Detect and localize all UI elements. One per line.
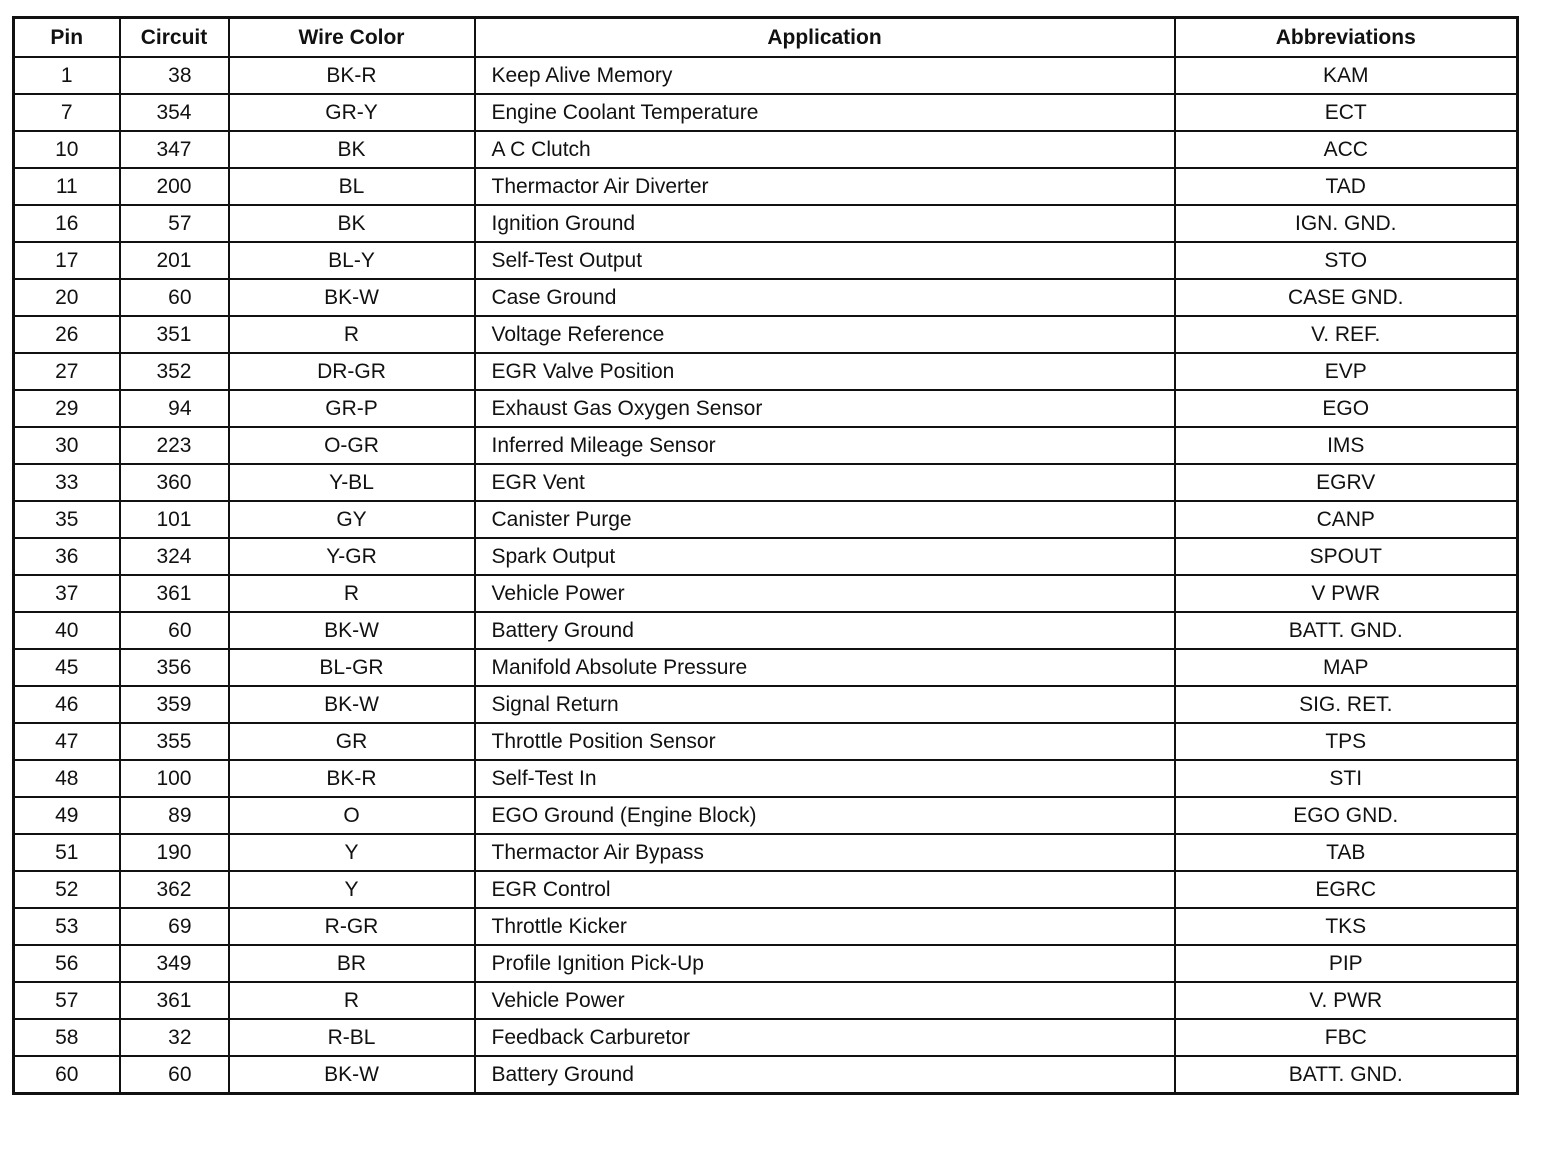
cell-pin: 53: [14, 908, 120, 945]
cell-application: Throttle Kicker: [475, 908, 1175, 945]
cell-pin: 45: [14, 649, 120, 686]
table-row: [14, 131, 1518, 168]
table-row: [14, 834, 1518, 871]
cell-abbreviation: TAD: [1175, 168, 1518, 205]
cell-wire-color: BL: [229, 168, 475, 205]
table-row: [14, 427, 1518, 464]
cell-abbreviation: STI: [1175, 760, 1518, 797]
cell-application: Case Ground: [475, 279, 1175, 316]
cell-application: Ignition Ground: [475, 205, 1175, 242]
cell-application: Thermactor Air Diverter: [475, 168, 1175, 205]
cell-pin: 16: [14, 205, 120, 242]
cell-circuit: 201: [120, 242, 229, 279]
cell-application: A C Clutch: [475, 131, 1175, 168]
cell-abbreviation: TPS: [1175, 723, 1518, 760]
cell-pin: 26: [14, 316, 120, 353]
cell-pin: 30: [14, 427, 120, 464]
cell-pin: 33: [14, 464, 120, 501]
cell-wire-color: Y: [229, 834, 475, 871]
cell-pin: 51: [14, 834, 120, 871]
cell-abbreviation: TKS: [1175, 908, 1518, 945]
cell-application: Keep Alive Memory: [475, 57, 1175, 94]
header-application: Application: [475, 18, 1175, 58]
cell-circuit: 94: [120, 390, 229, 427]
cell-wire-color: Y-BL: [229, 464, 475, 501]
cell-application: Vehicle Power: [475, 575, 1175, 612]
cell-pin: 10: [14, 131, 120, 168]
table-row: [14, 908, 1518, 945]
cell-abbreviation: V. REF.: [1175, 316, 1518, 353]
cell-pin: 7: [14, 94, 120, 131]
cell-circuit: 359: [120, 686, 229, 723]
table-row: [14, 686, 1518, 723]
table-row: [14, 205, 1518, 242]
cell-pin: 17: [14, 242, 120, 279]
cell-wire-color: BL-Y: [229, 242, 475, 279]
table-row: [14, 723, 1518, 760]
cell-application: Battery Ground: [475, 1056, 1175, 1094]
cell-circuit: 89: [120, 797, 229, 834]
cell-wire-color: Y-GR: [229, 538, 475, 575]
cell-wire-color: BL-GR: [229, 649, 475, 686]
cell-circuit: 351: [120, 316, 229, 353]
table-row: [14, 538, 1518, 575]
cell-wire-color: R-BL: [229, 1019, 475, 1056]
cell-wire-color: BK-W: [229, 686, 475, 723]
cell-abbreviation: FBC: [1175, 1019, 1518, 1056]
cell-abbreviation: IMS: [1175, 427, 1518, 464]
cell-abbreviation: PIP: [1175, 945, 1518, 982]
cell-circuit: 57: [120, 205, 229, 242]
cell-abbreviation: V PWR: [1175, 575, 1518, 612]
cell-circuit: 38: [120, 57, 229, 94]
cell-circuit: 200: [120, 168, 229, 205]
cell-abbreviation: V. PWR: [1175, 982, 1518, 1019]
cell-circuit: 355: [120, 723, 229, 760]
cell-application: Vehicle Power: [475, 982, 1175, 1019]
table-row: [14, 945, 1518, 982]
cell-abbreviation: BATT. GND.: [1175, 612, 1518, 649]
cell-pin: 11: [14, 168, 120, 205]
cell-wire-color: R: [229, 316, 475, 353]
cell-application: EGR Vent: [475, 464, 1175, 501]
table-row: [14, 353, 1518, 390]
cell-wire-color: R: [229, 575, 475, 612]
cell-application: EGO Ground (Engine Block): [475, 797, 1175, 834]
cell-circuit: 362: [120, 871, 229, 908]
cell-abbreviation: KAM: [1175, 57, 1518, 94]
table-row: [14, 316, 1518, 353]
cell-wire-color: BK-W: [229, 1056, 475, 1094]
cell-abbreviation: IGN. GND.: [1175, 205, 1518, 242]
cell-application: Voltage Reference: [475, 316, 1175, 353]
table-row: [14, 279, 1518, 316]
cell-wire-color: BK-W: [229, 279, 475, 316]
cell-circuit: 356: [120, 649, 229, 686]
cell-application: Engine Coolant Temperature: [475, 94, 1175, 131]
cell-wire-color: BK-R: [229, 57, 475, 94]
pin-table: [12, 16, 1519, 1095]
cell-circuit: 60: [120, 279, 229, 316]
cell-pin: 56: [14, 945, 120, 982]
cell-wire-color: BK: [229, 205, 475, 242]
cell-application: Manifold Absolute Pressure: [475, 649, 1175, 686]
cell-application: Thermactor Air Bypass: [475, 834, 1175, 871]
cell-circuit: 32: [120, 1019, 229, 1056]
cell-application: Self-Test In: [475, 760, 1175, 797]
cell-pin: 58: [14, 1019, 120, 1056]
cell-application: Spark Output: [475, 538, 1175, 575]
cell-pin: 27: [14, 353, 120, 390]
cell-wire-color: Y: [229, 871, 475, 908]
table-row: [14, 612, 1518, 649]
cell-circuit: 361: [120, 575, 229, 612]
cell-application: Canister Purge: [475, 501, 1175, 538]
table-row: [14, 1019, 1518, 1056]
cell-application: Exhaust Gas Oxygen Sensor: [475, 390, 1175, 427]
table-row: [14, 57, 1518, 94]
cell-abbreviation: EGRV: [1175, 464, 1518, 501]
cell-pin: 48: [14, 760, 120, 797]
cell-circuit: 69: [120, 908, 229, 945]
table-body: [14, 57, 1518, 1094]
table-row: [14, 390, 1518, 427]
cell-circuit: 347: [120, 131, 229, 168]
cell-wire-color: BK: [229, 131, 475, 168]
cell-pin: 29: [14, 390, 120, 427]
cell-application: Profile Ignition Pick-Up: [475, 945, 1175, 982]
cell-wire-color: GR: [229, 723, 475, 760]
table-row: [14, 242, 1518, 279]
cell-pin: 36: [14, 538, 120, 575]
cell-application: Feedback Carburetor: [475, 1019, 1175, 1056]
cell-abbreviation: SIG. RET.: [1175, 686, 1518, 723]
table-row: [14, 94, 1518, 131]
cell-pin: 46: [14, 686, 120, 723]
table-row: [14, 797, 1518, 834]
cell-pin: 35: [14, 501, 120, 538]
cell-application: EGR Control: [475, 871, 1175, 908]
cell-application: Battery Ground: [475, 612, 1175, 649]
cell-wire-color: O: [229, 797, 475, 834]
cell-abbreviation: EGO: [1175, 390, 1518, 427]
cell-circuit: 223: [120, 427, 229, 464]
cell-abbreviation: BATT. GND.: [1175, 1056, 1518, 1094]
cell-pin: 57: [14, 982, 120, 1019]
cell-abbreviation: EVP: [1175, 353, 1518, 390]
cell-wire-color: DR-GR: [229, 353, 475, 390]
cell-circuit: 60: [120, 612, 229, 649]
table-row: [14, 464, 1518, 501]
cell-pin: 47: [14, 723, 120, 760]
cell-wire-color: GR-Y: [229, 94, 475, 131]
cell-circuit: 190: [120, 834, 229, 871]
cell-abbreviation: STO: [1175, 242, 1518, 279]
cell-wire-color: GR-P: [229, 390, 475, 427]
table-row: [14, 871, 1518, 908]
table-row: [14, 501, 1518, 538]
cell-abbreviation: SPOUT: [1175, 538, 1518, 575]
cell-circuit: 352: [120, 353, 229, 390]
cell-pin: 37: [14, 575, 120, 612]
pin-table-container: [12, 16, 1516, 1095]
cell-circuit: 354: [120, 94, 229, 131]
table-header-row: [14, 18, 1518, 58]
cell-abbreviation: CASE GND.: [1175, 279, 1518, 316]
header-wire-color: Wire Color: [229, 18, 475, 58]
table-row: [14, 575, 1518, 612]
cell-wire-color: BK-R: [229, 760, 475, 797]
cell-circuit: 101: [120, 501, 229, 538]
header-circuit: Circuit: [120, 18, 229, 58]
header-pin: Pin: [14, 18, 120, 58]
cell-wire-color: R-GR: [229, 908, 475, 945]
cell-pin: 1: [14, 57, 120, 94]
cell-abbreviation: ECT: [1175, 94, 1518, 131]
cell-circuit: 324: [120, 538, 229, 575]
cell-circuit: 100: [120, 760, 229, 797]
cell-abbreviation: CANP: [1175, 501, 1518, 538]
cell-wire-color: O-GR: [229, 427, 475, 464]
header-abbreviations: Abbreviations: [1175, 18, 1518, 58]
cell-wire-color: R: [229, 982, 475, 1019]
cell-circuit: 349: [120, 945, 229, 982]
cell-abbreviation: EGRC: [1175, 871, 1518, 908]
table-row: [14, 168, 1518, 205]
cell-wire-color: BR: [229, 945, 475, 982]
table-row: [14, 982, 1518, 1019]
cell-wire-color: GY: [229, 501, 475, 538]
table-row: [14, 1056, 1518, 1094]
cell-circuit: 361: [120, 982, 229, 1019]
table-row: [14, 649, 1518, 686]
cell-pin: 40: [14, 612, 120, 649]
cell-abbreviation: ACC: [1175, 131, 1518, 168]
cell-pin: 49: [14, 797, 120, 834]
cell-circuit: 60: [120, 1056, 229, 1094]
cell-wire-color: BK-W: [229, 612, 475, 649]
cell-pin: 52: [14, 871, 120, 908]
cell-application: Inferred Mileage Sensor: [475, 427, 1175, 464]
cell-abbreviation: MAP: [1175, 649, 1518, 686]
cell-application: Signal Return: [475, 686, 1175, 723]
cell-application: EGR Valve Position: [475, 353, 1175, 390]
cell-pin: 20: [14, 279, 120, 316]
cell-application: Throttle Position Sensor: [475, 723, 1175, 760]
cell-pin: 60: [14, 1056, 120, 1094]
cell-application: Self-Test Output: [475, 242, 1175, 279]
cell-circuit: 360: [120, 464, 229, 501]
cell-abbreviation: TAB: [1175, 834, 1518, 871]
table-row: [14, 760, 1518, 797]
cell-abbreviation: EGO GND.: [1175, 797, 1518, 834]
